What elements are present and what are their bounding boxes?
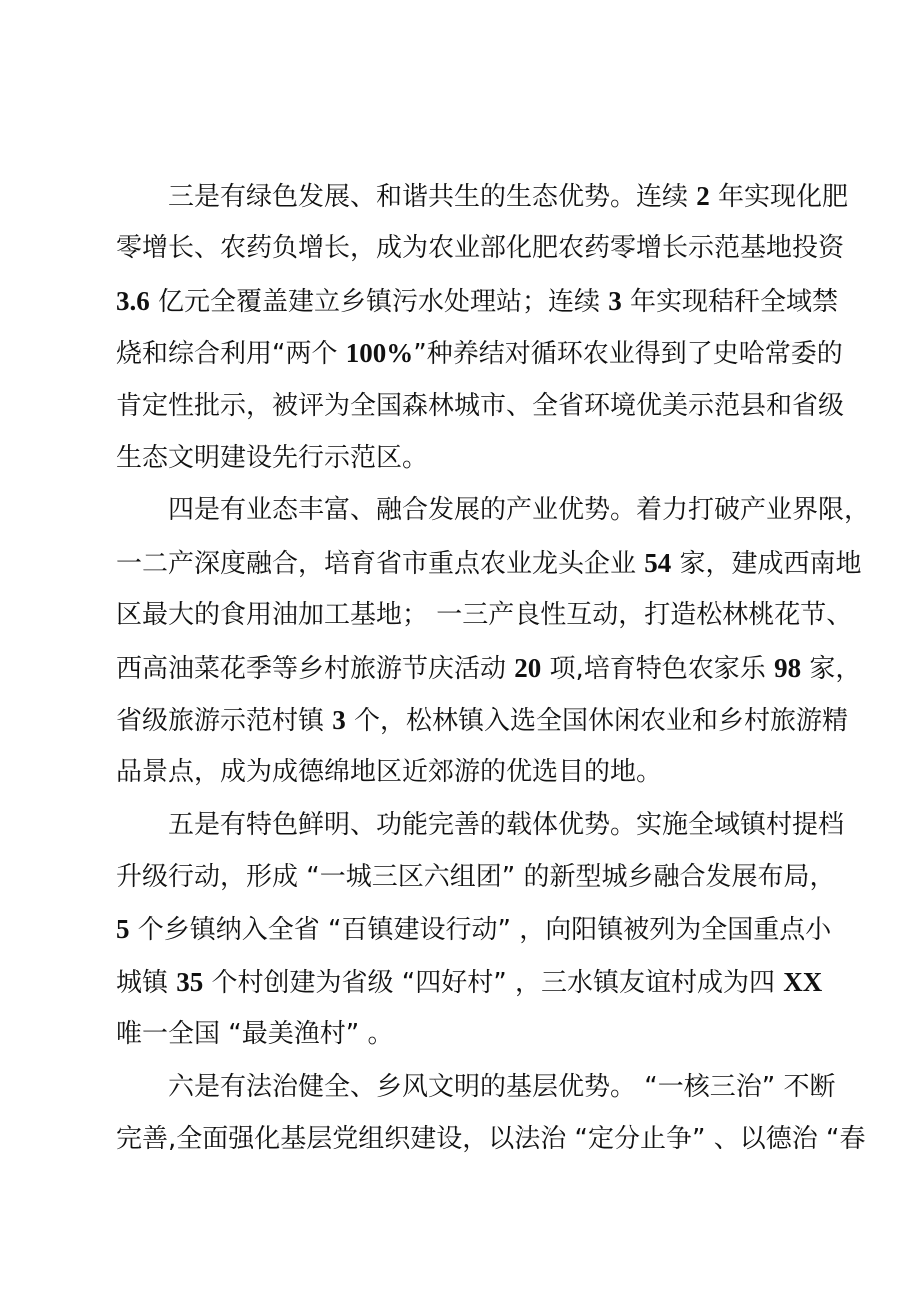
text-line: 一二产深度融合，培育省市重点农业龙头企业 54 家，建成西南地 <box>116 547 862 579</box>
text-line: 升级行动，形成 “一城三区六组团” 的新型城乡融合发展布局， <box>116 862 836 893</box>
text-line: 唯一全国 “最美渔村” 。 <box>116 1019 394 1050</box>
paragraph-ecology-advantage <box>116 170 849 484</box>
text-line: 零增长、农药负增长，成为农业部化肥农药零增长示范基地投资 <box>116 233 845 264</box>
text-line: 四是有业态丰富、融合发展的产业优势。着力打破产业界限， <box>168 495 871 526</box>
paragraph-grassroots-advantage <box>116 1061 866 1166</box>
text-line: 烧和综合利用“两个 100%”种养结对循环农业得到了史哈常委的 <box>116 338 843 370</box>
text-line: 三是有绿色发展、和谐共生的生态优势。连续 2 年实现化肥 <box>168 181 849 212</box>
text-line: 生态文明建设先行示范区。 <box>116 442 429 473</box>
text-line: 五是有特色鲜明、功能完善的载体优势。实施全域镇村提档 <box>168 809 845 840</box>
text-line: 六是有法治健全、乡风文明的基层优势。 “一核三治” 不断 <box>168 1071 836 1102</box>
document-body <box>116 170 871 1165</box>
text-line: 完善,全面强化基层党组织建设，以法治 “定分止争” 、以德治 “春 <box>116 1124 866 1155</box>
text-line: 西高油菜花季等乡村旅游节庆活动 20 项,培育特色农家乐 98 家， <box>116 652 862 684</box>
text-line: 品景点，成为成德绵地区近郊游的优选目的地。 <box>116 757 663 788</box>
text-line: 3.6 亿元全覆盖建立乡镇污水处理站；连续 3 年实现秸秆全域禁 <box>116 285 839 317</box>
paragraph-carrier-advantage <box>116 799 845 1061</box>
paragraph-industry-advantage <box>116 484 871 798</box>
text-line: 省级旅游示范村镇 3 个，松林镇入选全国休闲农业和乡村旅游精 <box>116 704 849 736</box>
text-line: 区最大的食用油加工基地； 一三产良性互动，打造松林桃花节、 <box>116 600 853 631</box>
text-line: 5 个乡镇纳入全省 “百镇建设行动” ，向阳镇被列为全国重点小 <box>116 914 832 946</box>
text-line: 肯定性批示，被评为全国森林城市、全省环境优美示范县和省级 <box>116 390 845 421</box>
text-line: 城镇 35 个村创建为省级 “四好村” ，三水镇友谊村成为四 XX <box>116 966 823 998</box>
